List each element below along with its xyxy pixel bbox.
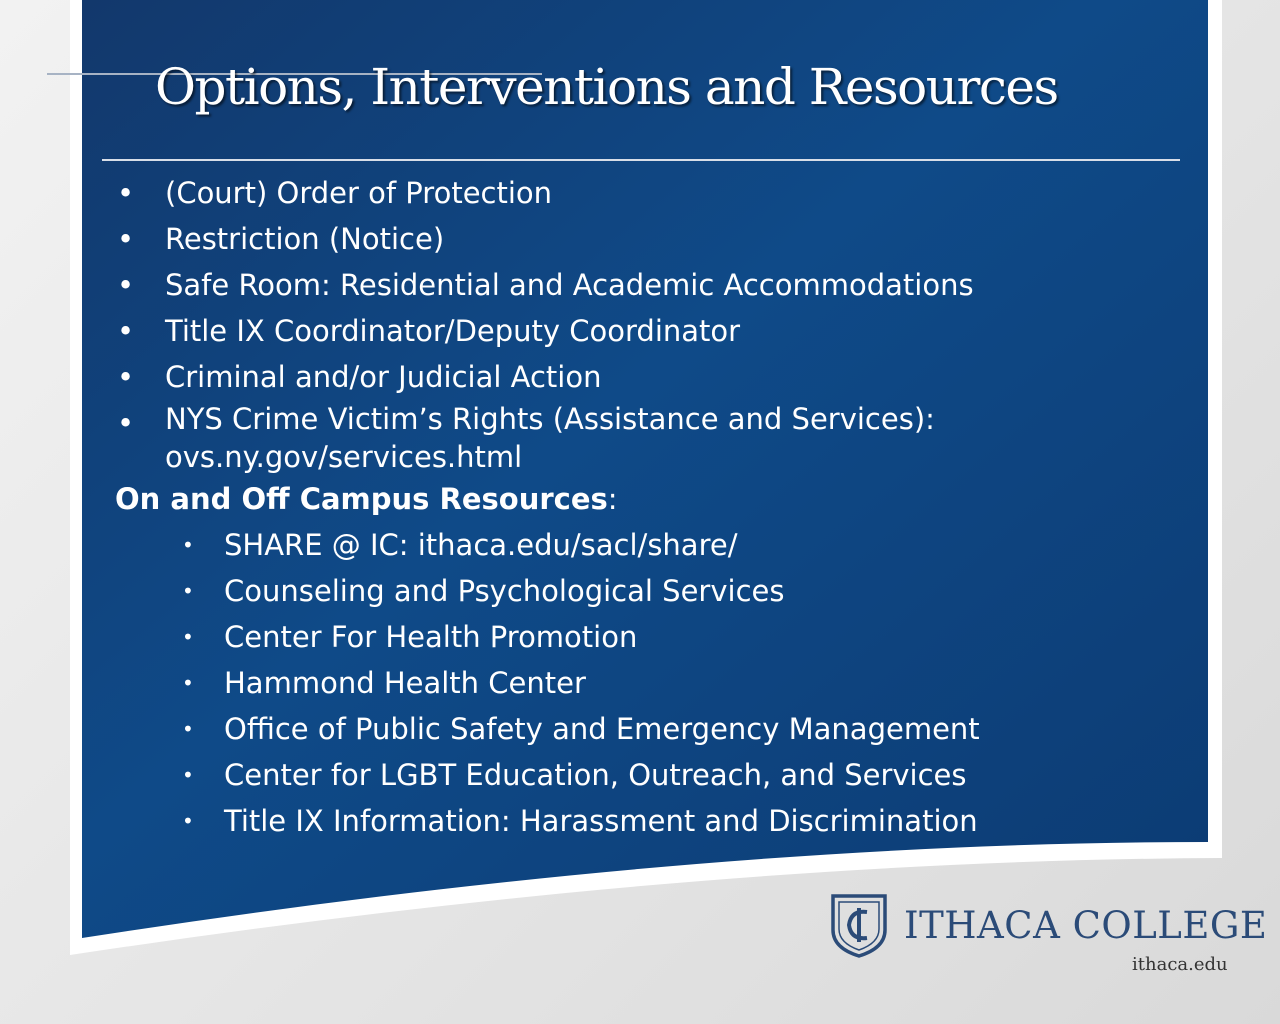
bullet-icon: • [117,268,135,302]
bullet-icon: • [182,809,194,833]
list-item [115,262,1190,308]
title-divider [102,159,1180,161]
bullet-icon: • [182,717,194,741]
list-item-text: Hammond Health Center [224,666,586,700]
list-item-text: Center for LGBT Education, Outreach, and Services [224,758,967,792]
options-list [115,170,1190,476]
list-item-text: SHARE @ IC: ithaca.edu/sacl/share/ [224,528,738,562]
list-item-text: Restriction (Notice) [165,222,445,256]
bullet-icon: • [182,579,194,603]
bullet-icon: • [117,314,135,348]
list-item [182,706,1190,752]
list-item [115,170,1190,216]
list-item [182,798,1190,844]
list-item-text: Center For Health Promotion [224,620,638,654]
nys-rights-text: NYS Crime Victim’s Rights (Assistance and Services): [165,402,935,436]
resources-heading-colon: : [607,482,618,516]
bullet-icon: • [182,763,194,787]
bullet-icon: • [182,533,194,557]
bullet-icon: • [182,671,194,695]
slide-content [115,170,1190,844]
list-item [115,308,1190,354]
resources-heading [115,476,1190,522]
resources-heading-text: On and Off Campus Resources [115,482,608,516]
logo-text: ITHACA COLLEGE [904,904,1268,947]
list-item-text: (Court) Order of Protection [165,176,553,210]
website-url: ithaca.edu [1132,954,1228,975]
list-item-text: Counseling and Psychological Services [224,574,785,608]
list-item [182,752,1190,798]
list-item-text: Safe Room: Residential and Academic Accommodations [165,268,974,302]
list-item [115,354,1190,400]
bullet-icon: • [117,360,135,394]
resources-list [115,522,1190,844]
list-item-text: Title IX Coordinator/Deputy Coordinator [165,314,741,348]
bullet-icon: • [117,176,135,210]
bullet-icon: • [117,222,135,256]
bullet-icon: • [182,625,194,649]
list-item [115,216,1190,262]
list-item-nys [115,400,1190,476]
list-item [182,614,1190,660]
list-item-text: Title IX Information: Harassment and Discrimination [224,804,978,838]
nys-rights-url: ovs.ny.gov/services.html [165,440,523,474]
list-item [182,660,1190,706]
bullet-icon: • [117,406,135,440]
list-item-text: Criminal and/or Judicial Action [165,360,602,394]
ic-shield-icon [829,892,889,958]
slide-title: Options, Interventions and Resources [155,58,1058,116]
list-item [182,522,1190,568]
list-item [182,568,1190,614]
list-item-text: Office of Public Safety and Emergency Management [224,712,980,746]
